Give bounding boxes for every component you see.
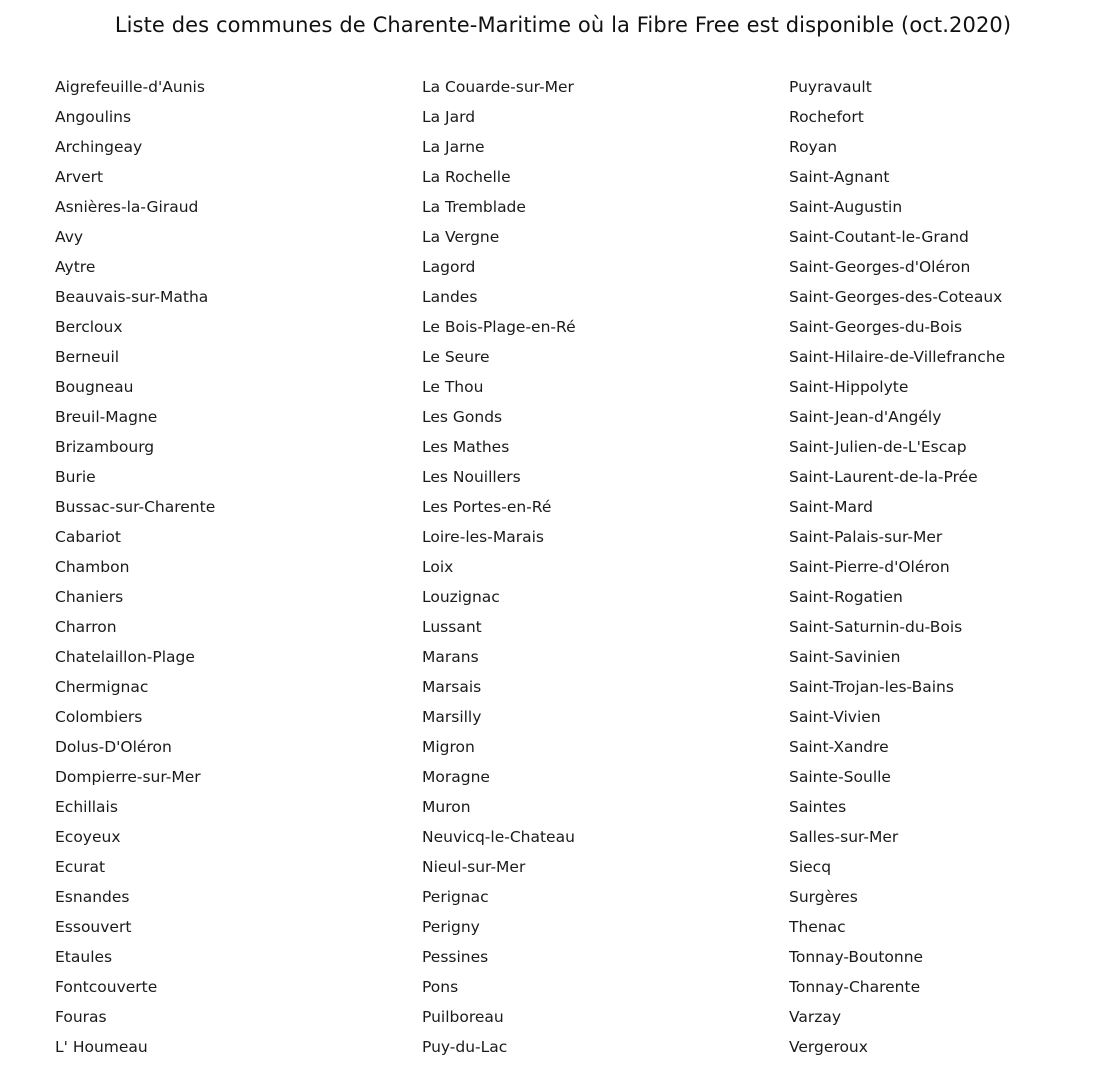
commune-name: Puyravault	[789, 78, 872, 96]
commune-name: Charron	[55, 618, 117, 636]
commune-name: Marsais	[422, 678, 482, 696]
commune-name: Lagord	[422, 258, 476, 276]
commune-name: Marans	[422, 648, 479, 666]
communes-list	[0, 72, 1116, 1062]
commune-name: Pons	[422, 978, 459, 996]
commune-name: Chatelaillon-Plage	[55, 648, 195, 666]
commune-name: Archingeay	[55, 138, 143, 156]
commune-name: Les Portes-en-Ré	[422, 498, 552, 516]
commune-name: Siecq	[789, 858, 832, 876]
commune-name: Les Gonds	[422, 408, 503, 426]
commune-name: La Vergne	[422, 228, 500, 246]
commune-name: Saint-Xandre	[789, 738, 889, 756]
commune-name: Salles-sur-Mer	[789, 828, 899, 846]
commune-name: Saint-Pierre-d'Oléron	[789, 558, 950, 576]
commune-name: Marsilly	[422, 708, 482, 726]
commune-name: Dolus-D'Oléron	[55, 738, 172, 756]
commune-name: Loire-les-Marais	[422, 528, 544, 546]
commune-name: Beauvais-sur-Matha	[55, 288, 209, 306]
commune-name: Saint-Georges-des-Coteaux	[789, 288, 1003, 306]
commune-name: Chambon	[55, 558, 130, 576]
commune-name: Cabariot	[55, 528, 121, 546]
commune-name: Saint-Vivien	[789, 708, 881, 726]
commune-name: Migron	[422, 738, 475, 756]
commune-name: Les Nouillers	[422, 468, 521, 486]
commune-name: Saint-Augustin	[789, 198, 903, 216]
commune-name: Puilboreau	[422, 1008, 504, 1026]
commune-name: Nieul-sur-Mer	[422, 858, 526, 876]
commune-name: Saint-Mard	[789, 498, 873, 516]
commune-name: Lussant	[422, 618, 482, 636]
commune-name: Saint-Julien-de-L'Escap	[789, 438, 967, 456]
commune-name: Rochefort	[789, 108, 864, 126]
commune-name: Arvert	[55, 168, 104, 186]
commune-name: Bussac-sur-Charente	[55, 498, 216, 516]
commune-name: Burie	[55, 468, 96, 486]
commune-name: Muron	[422, 798, 471, 816]
commune-name: Brizambourg	[55, 438, 155, 456]
commune-name: La Rochelle	[422, 168, 511, 186]
commune-name: Perigny	[422, 918, 480, 936]
commune-name: Avy	[55, 228, 84, 246]
commune-name: Perignac	[422, 888, 489, 906]
commune-name: Royan	[789, 138, 838, 156]
commune-name: Echillais	[55, 798, 118, 816]
column-3	[789, 72, 1005, 1062]
commune-name: Le Bois-Plage-en-Ré	[422, 318, 576, 336]
commune-name: Esnandes	[55, 888, 130, 906]
commune-name: Asnières-la-Giraud	[55, 198, 199, 216]
commune-name: La Couarde-sur-Mer	[422, 78, 574, 96]
commune-name: Ecoyeux	[55, 828, 121, 846]
commune-name: Bercloux	[55, 318, 123, 336]
commune-name: Ecurat	[55, 858, 106, 876]
commune-name: Essouvert	[55, 918, 132, 936]
commune-name: Louzignac	[422, 588, 500, 606]
commune-name: Bougneau	[55, 378, 134, 396]
commune-name: Le Seure	[422, 348, 490, 366]
commune-name: Etaules	[55, 948, 113, 966]
commune-name: Saint-Georges-du-Bois	[789, 318, 963, 336]
commune-name: Varzay	[789, 1008, 842, 1026]
commune-name: Surgères	[789, 888, 858, 906]
commune-name: Vergeroux	[789, 1038, 868, 1056]
commune-name: Saint-Hilaire-de-Villefranche	[789, 348, 1006, 366]
commune-name: Aytre	[55, 258, 96, 276]
commune-name: Chermignac	[55, 678, 149, 696]
commune-name: Aigrefeuille-d'Aunis	[55, 78, 205, 96]
commune-name: Saint-Jean-d'Angély	[789, 408, 942, 426]
commune-name: Neuvicq-le-Chateau	[422, 828, 575, 846]
commune-name: Saint-Coutant-le-Grand	[789, 228, 969, 246]
commune-name: Moragne	[422, 768, 490, 786]
commune-name: Colombiers	[55, 708, 143, 726]
commune-name: Loix	[422, 558, 454, 576]
commune-name: Saint-Saturnin-du-Bois	[789, 618, 963, 636]
commune-name: Angoulins	[55, 108, 132, 126]
commune-name: Les Mathes	[422, 438, 510, 456]
commune-name: Tonnay-Boutonne	[789, 948, 924, 966]
commune-name: Tonnay-Charente	[789, 978, 921, 996]
commune-name: Landes	[422, 288, 478, 306]
commune-name: Saint-Hippolyte	[789, 378, 909, 396]
commune-name: La Jard	[422, 108, 476, 126]
commune-name: Thenac	[789, 918, 846, 936]
commune-name: Chaniers	[55, 588, 124, 606]
commune-name: Saint-Georges-d'Oléron	[789, 258, 971, 276]
commune-name: Berneuil	[55, 348, 120, 366]
commune-name: Saint-Savinien	[789, 648, 901, 666]
commune-name: Le Thou	[422, 378, 484, 396]
commune-name: Pessines	[422, 948, 489, 966]
commune-name: La Tremblade	[422, 198, 526, 216]
commune-name: Sainte-Soulle	[789, 768, 891, 786]
commune-name: Saintes	[789, 798, 847, 816]
column-2	[422, 72, 576, 1062]
commune-name: Fouras	[55, 1008, 107, 1026]
column-1	[55, 72, 215, 1062]
commune-name: Saint-Trojan-les-Bains	[789, 678, 954, 696]
commune-name: Saint-Agnant	[789, 168, 890, 186]
page-title: Liste des communes de Charente-Maritime où la Fibre Free est disponible (oct.2020)	[114, 13, 1012, 37]
commune-name: Dompierre-sur-Mer	[55, 768, 201, 786]
commune-name: Saint-Rogatien	[789, 588, 903, 606]
commune-name: Breuil-Magne	[55, 408, 158, 426]
commune-name: La Jarne	[422, 138, 485, 156]
commune-name: Fontcouverte	[55, 978, 158, 996]
commune-name: Saint-Palais-sur-Mer	[789, 528, 943, 546]
commune-name: Saint-Laurent-de-la-Prée	[789, 468, 978, 486]
commune-name: Puy-du-Lac	[422, 1038, 508, 1056]
commune-name: L' Houmeau	[55, 1038, 148, 1056]
